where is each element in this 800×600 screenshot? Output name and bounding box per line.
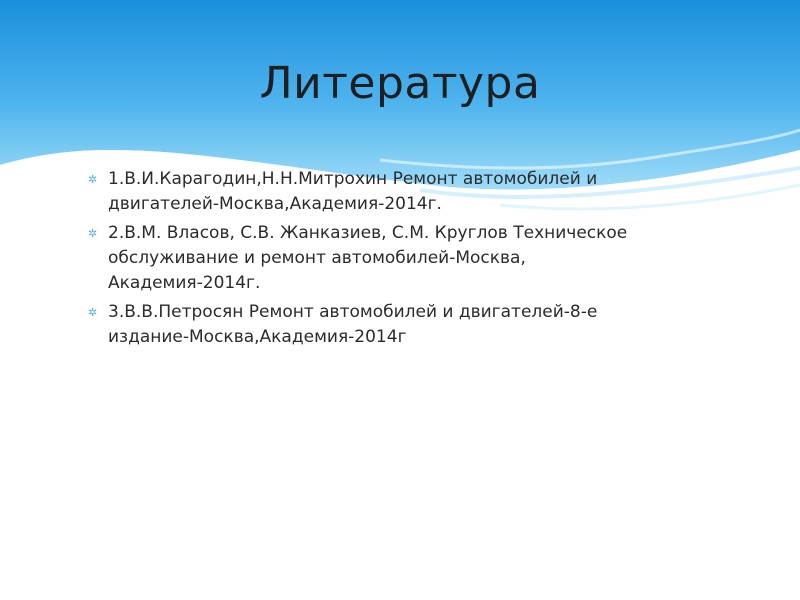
list-item [88, 167, 678, 217]
reference-text: 2.В.М. Власов, С.В. Жанказиев, С.М. Круглов Техническое обслуживание и ремонт автомобилей-Москва, Академия-2014г. [108, 223, 628, 293]
slide-title: Литература [259, 58, 541, 109]
bullet-star-icon: ✲ [88, 173, 98, 186]
bullet-star-icon: ✲ [88, 227, 98, 240]
references-list [88, 167, 678, 354]
list-item [88, 300, 678, 350]
reference-text: 3.В.В.Петросян Ремонт автомобилей и двигателей-8-е издание-Москва,Академия-2014г [108, 302, 598, 347]
bullet-star-icon: ✲ [88, 306, 98, 319]
reference-text: 1.В.И.Карагодин,Н.Н.Митрохин Ремонт автомобилей и двигателей-Москва,Академия-2014г. [108, 169, 598, 214]
list-item [88, 221, 678, 296]
